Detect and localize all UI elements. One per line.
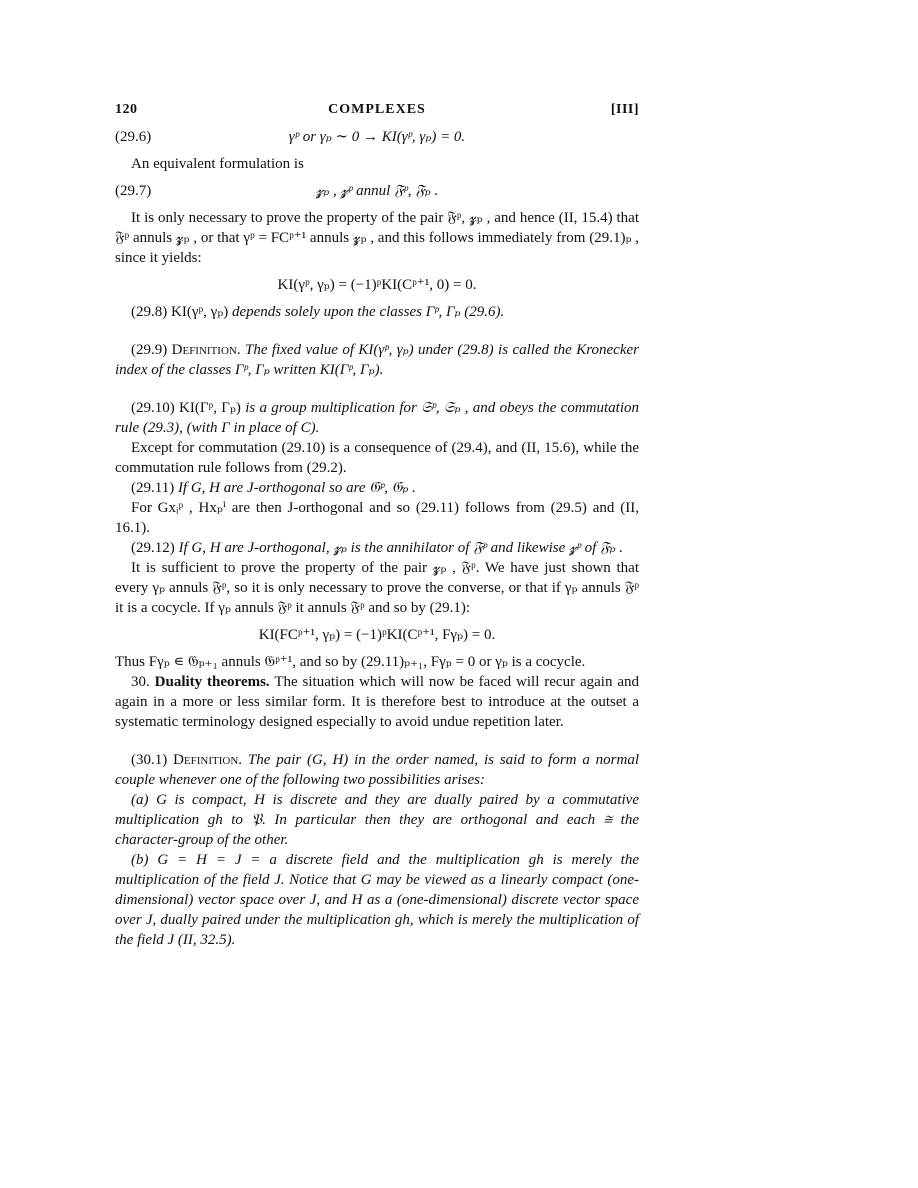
running-header: [115, 96, 639, 120]
proposition-29-12: [115, 538, 639, 558]
equation-tag: (29.7): [115, 183, 152, 199]
equation-tag: (29.6): [115, 129, 152, 145]
paragraph: It is only necessary to prove the property of the pair 𝔉ᵖ, 𝔃ₚ , and hence (II, 15.4) that 𝔉ᵖ annuls 𝔃ₚ , or that γᵖ = FCᵖ⁺¹ annuls 𝔃ₚ , and this follows immediately from (29.1)ₚ , since it yields:: [115, 210, 639, 266]
section-mark: [III]: [610, 102, 639, 117]
section-title: Duality theorems.: [154, 674, 270, 690]
definition-case-b: (b) G = H = J = a discrete field and the multiplication gh is merely the multiplication of the field J. Notice that G may be viewed as a linearly compact (one-dimensional) vector space over J, and H as a (one-dimensional) discrete vector space over J, dually paired under the multiplication gh, which is merely the multiplication of the field J (II, 32.5).: [115, 852, 639, 948]
proposition-label: (29.12): [131, 540, 175, 556]
proposition-text: If G, H are J-orthogonal so are 𝔊ᵖ, 𝔊ₚ .: [174, 480, 416, 496]
equation-body: KI(FCᵖ⁺¹, γₚ) = (−1)ᵖKI(Cᵖ⁺¹, Fγₚ) = 0.: [258, 627, 496, 643]
equation-body: 𝔃ₚ , 𝔃ᵖ annul 𝔉ᵖ, 𝔉ₚ .: [315, 183, 439, 199]
definition-29-9: [115, 340, 639, 380]
page-number: 120: [115, 102, 138, 117]
definition-label: (30.1) Definition.: [131, 752, 243, 768]
proposition-text: is a group multiplication for 𝔖ᵖ, 𝔖ₚ , and obeys the commutation rule (29.3), (with Γ in place of C).: [115, 400, 639, 436]
equation-body: γᵖ or γₚ ∼ 0 → KI(γᵖ, γₚ) = 0.: [288, 129, 466, 145]
section-text: The situation which will now be faced will recur again and again in a more or less similar form. It is therefore best to introduce at the outset a systematic terminology designed especially to avoid undue repetition later.: [115, 674, 639, 730]
paragraph: An equivalent formulation is: [131, 156, 304, 172]
equation-29-7: [115, 180, 639, 202]
display-equation: [115, 274, 639, 296]
equation-body: KI(γᵖ, γₚ) = (−1)ᵖKI(Cᵖ⁺¹, 0) = 0.: [277, 277, 477, 293]
running-title: COMPLEXES: [328, 102, 426, 117]
display-equation: [115, 624, 639, 646]
proposition-label: (29.8) KI(γᵖ, γₚ): [131, 304, 229, 320]
definition-30-1: [115, 750, 639, 790]
paragraph: It is sufficient to prove the property of the pair 𝔃ₚ , 𝔉ᵖ. We have just shown that every γₚ annuls 𝔉ᵖ, so it is only necessary to prove the converse, or that if γₚ annuls 𝔉ᵖ it is a cocycle. If γₚ annuls 𝔉ᵖ it annuls 𝔉ᵖ and so by (29.1):: [115, 560, 639, 616]
paragraph: Thus Fγₚ ∊ 𝔊ₚ₊₁ annuls 𝔊ᵖ⁺¹, and so by (29.11)ₚ₊₁, Fγₚ = 0 or γₚ is a cocycle.: [115, 654, 586, 670]
proposition-text: depends solely upon the classes Γᵖ, Γₚ (29.6).: [228, 304, 505, 320]
definition-text: The fixed value of KI(γᵖ, γₚ) under (29.8) is called the Kronecker index of the classes Γᵖ, Γₚ written KI(Γᵖ, Γₚ).: [115, 342, 639, 378]
section-number: 30.: [131, 674, 150, 690]
proposition-text: If G, H are J-orthogonal, 𝔃ₚ is the annihilator of 𝔉ᵖ and likewise 𝔃ᵖ of 𝔉ₚ .: [174, 540, 623, 556]
proposition-29-10: [115, 398, 639, 438]
paragraph: Except for commutation (29.10) is a consequence of (29.4), and (II, 15.6), while the commutation rule follows from (29.2).: [115, 440, 639, 476]
section-30: [115, 672, 639, 732]
equation-29-6: [115, 126, 639, 148]
proposition-label: (29.10) KI(Γᵖ, Γₚ): [131, 400, 241, 416]
page: [115, 96, 639, 950]
proposition-29-11: [115, 478, 639, 498]
definition-label: (29.9) Definition.: [131, 342, 241, 358]
proposition-label: (29.11): [131, 480, 175, 496]
definition-text: The pair (G, H) in the order named, is said to form a normal couple whenever one of the following two possibilities arises:: [115, 752, 639, 788]
definition-case-a: (a) G is compact, H is discrete and they are dually paired by a commutative multiplication gh to 𝔓. In particular then they are orthogonal and each ≅ the character-group of the other.: [115, 792, 639, 848]
proposition-29-8: [115, 302, 639, 322]
paragraph: For Gxᵢᵖ , Hxₚⁱ are then J-orthogonal and so (29.11) follows from (29.5) and (II, 16.1).: [115, 500, 639, 536]
